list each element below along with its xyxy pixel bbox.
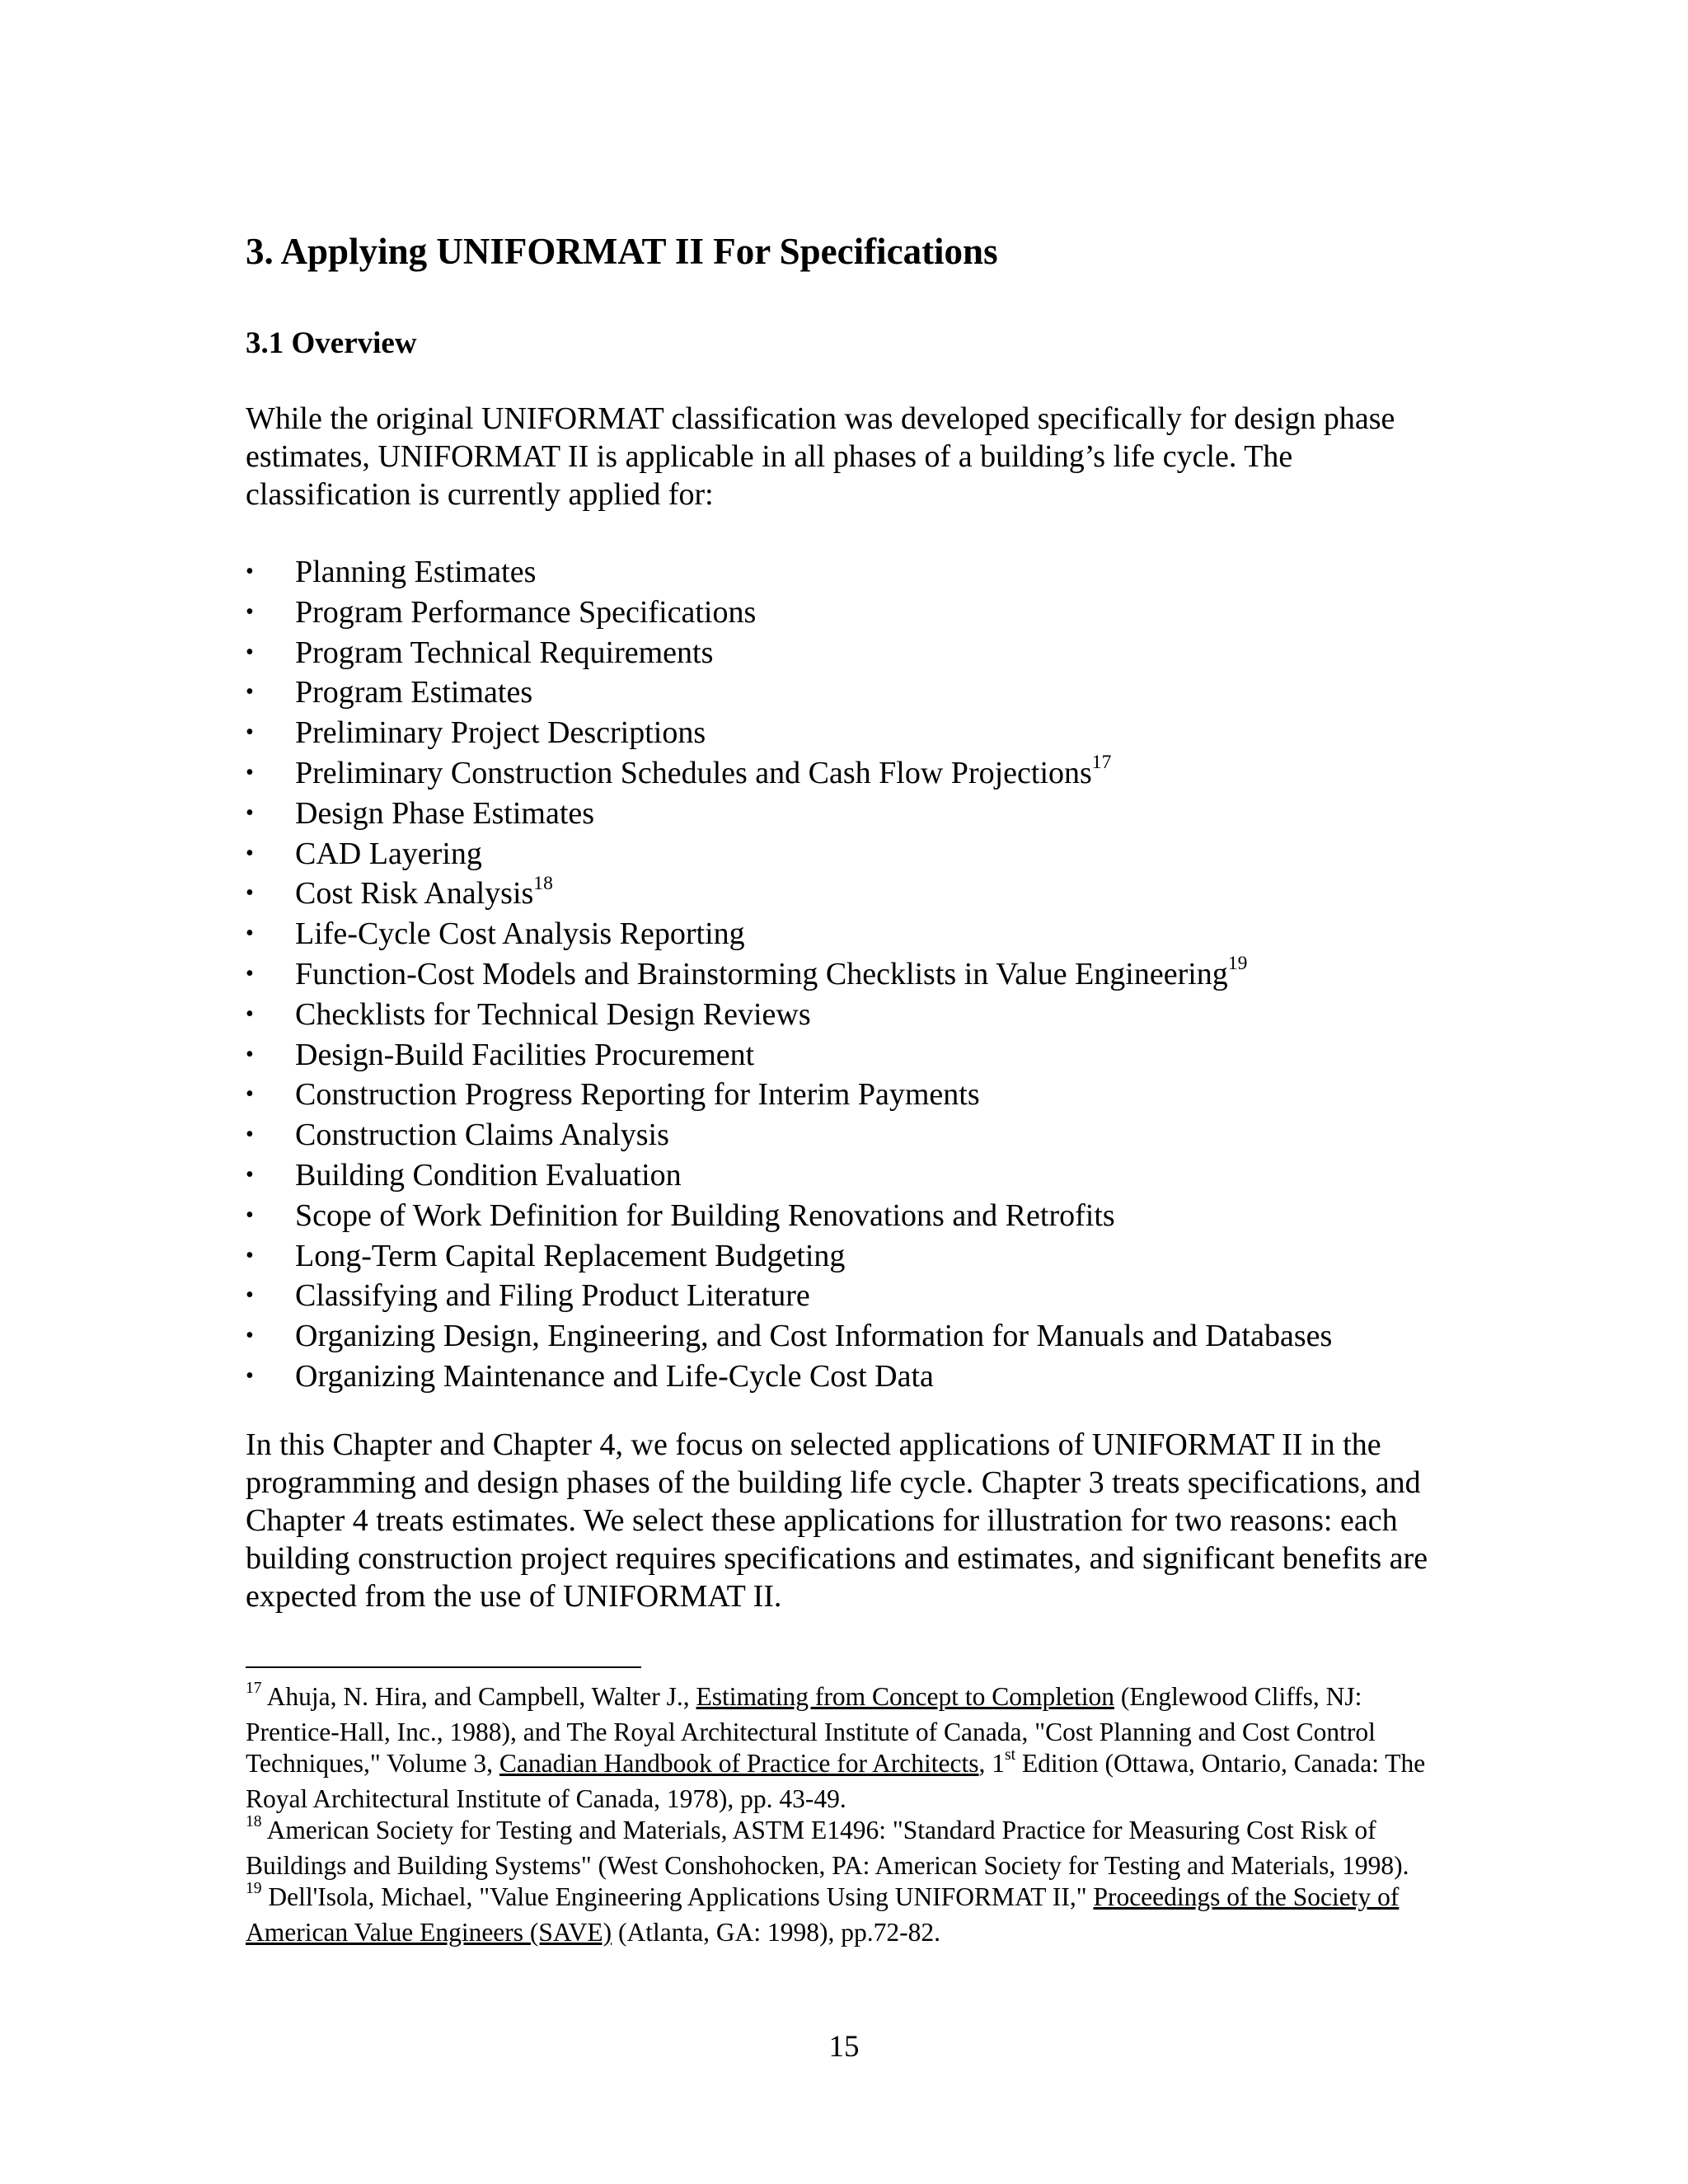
list-item — [246, 954, 1482, 995]
footnote-number: 19 — [246, 1880, 262, 1898]
bullet-icon: • — [246, 679, 254, 705]
list-item-text: Preliminary Construction Schedules and Cash Flow Projections — [295, 755, 1092, 790]
bullet-icon: • — [246, 1362, 254, 1389]
list-item-text: Scope of Work Definition for Building Renovations and Retrofits — [295, 1197, 1115, 1233]
footnote-number: 18 — [246, 1813, 262, 1831]
bullet-icon: • — [246, 1202, 254, 1228]
bullet-icon: • — [246, 880, 254, 907]
footnote-text: American Society for Testing and Materials, ASTM E1496: "Standard Practice for Measuring Cost Risk of Buildings and Building Systems" (West Conshohocken, PA: American Society for Testing and Materials, 1998). — [246, 1816, 1409, 1880]
bullet-icon: • — [246, 719, 254, 746]
footnote-book-title: Estimating from Concept to Completion — [696, 1682, 1114, 1711]
list-item — [246, 1196, 1482, 1236]
list-item-text: Design-Build Facilities Procurement — [295, 1037, 755, 1072]
list-item — [246, 1035, 1482, 1076]
list-item — [246, 1075, 1482, 1115]
footnote-reference: 19 — [1227, 953, 1248, 975]
bullet-icon: • — [246, 921, 254, 947]
list-item-text: Program Performance Specifications — [295, 594, 757, 630]
list-item-text: Program Technical Requirements — [295, 635, 714, 670]
bullet-icon: • — [246, 1323, 254, 1349]
footnote-text: (Englewood Cliffs, NJ: Prentice-Hall, Inc., 1988), and The Royal Architectural Institute of Canada, "Cost Planning and Cost Control Techniques," Volume 3, — [246, 1682, 1376, 1778]
chapter-heading: 3. Applying UNIFORMAT II For Specifications — [246, 231, 998, 272]
page-number: 15 — [828, 2030, 860, 2064]
footnote-text: (Atlanta, GA: 1998), pp.72-82. — [612, 1918, 941, 1947]
list-item — [246, 1236, 1482, 1277]
list-item-text: Preliminary Project Descriptions — [295, 715, 706, 751]
closing-paragraph: In this Chapter and Chapter 4, we focus on selected applications of UNIFORMAT II in the programming and design phases of the building life cycle. Chapter 3 treats specifications, and Chapter 4 treats estimates. We select these applications for illustration for two reasons: each building construction project requires specifications and estimates, and significant benefits are expected from the use of UNIFORMAT II. — [246, 1427, 1428, 1614]
footnote-19 — [246, 1882, 1457, 1948]
bullet-icon: • — [246, 1122, 254, 1148]
list-item — [246, 552, 1482, 593]
applications-list — [246, 552, 1482, 1397]
list-item-text: Construction Progress Reporting for Interim Payments — [295, 1077, 980, 1113]
list-item — [246, 1155, 1482, 1196]
list-item-text: Life-Cycle Cost Analysis Reporting — [295, 916, 745, 952]
footnote-reference: 18 — [533, 872, 553, 894]
footnote-number: 17 — [246, 1680, 262, 1698]
bullet-icon: • — [246, 960, 254, 987]
footnote-book-title: Canadian Handbook of Practice for Architects — [499, 1749, 979, 1778]
list-item-text: Organizing Design, Engineering, and Cost Information for Manuals and Databases — [295, 1319, 1333, 1354]
list-item-text: Planning Estimates — [295, 555, 537, 589]
ordinal-suffix: st — [1005, 1746, 1016, 1765]
list-item-text: Cost Risk Analysis — [295, 876, 534, 912]
list-item — [246, 834, 1482, 874]
list-item-text: Design Phase Estimates — [295, 795, 595, 831]
section-heading: 3.1 Overview — [246, 326, 417, 360]
bullet-icon: • — [246, 639, 254, 665]
bullet-icon: • — [246, 1041, 254, 1067]
bullet-icon: • — [246, 598, 254, 625]
bullet-icon: • — [246, 1001, 254, 1027]
footnote-reference: 17 — [1091, 752, 1112, 774]
list-item-text: Organizing Maintenance and Life-Cycle Cost Data — [295, 1358, 934, 1394]
bullet-icon: • — [246, 1282, 254, 1309]
list-item-text: Checklists for Technical Design Reviews — [295, 996, 811, 1032]
footnote-18 — [246, 1815, 1457, 1882]
list-item — [246, 874, 1482, 914]
footnote-separator — [246, 1666, 641, 1668]
list-item-text: Classifying and Filing Product Literature — [295, 1278, 810, 1314]
footnote-text: Edition (Ottawa, Ontario, Canada: The Royal Architectural Institute of Canada, 1978), pp. 43-49. — [246, 1749, 1426, 1813]
bullet-icon: • — [246, 799, 254, 826]
list-item — [246, 914, 1482, 954]
bullet-icon: • — [246, 840, 254, 866]
list-item — [246, 1357, 1482, 1397]
list-item — [246, 673, 1482, 713]
bullet-icon: • — [246, 1161, 254, 1188]
list-item-text: Program Estimates — [295, 675, 533, 710]
list-item — [246, 794, 1482, 834]
list-item — [246, 633, 1482, 673]
bullet-icon: • — [246, 1081, 254, 1108]
list-item-text: Construction Claims Analysis — [295, 1118, 669, 1153]
list-item — [246, 1276, 1482, 1316]
list-item — [246, 995, 1482, 1035]
list-item-text: Long-Term Capital Replacement Budgeting — [295, 1238, 846, 1273]
bullet-icon: • — [246, 559, 254, 584]
footnote-17 — [246, 1681, 1457, 1815]
list-item — [246, 753, 1482, 794]
footnote-text: Dell'Isola, Michael, "Value Engineering Applications Using UNIFORMAT II," — [261, 1882, 1094, 1911]
footnote-text: , 1 — [978, 1749, 1006, 1778]
list-item — [246, 593, 1482, 633]
bullet-icon: • — [246, 1242, 254, 1268]
list-item — [246, 1115, 1482, 1155]
list-item-text: Building Condition Evaluation — [295, 1157, 682, 1193]
footnote-book-title: Proceedings of the Society of American Value Engineers (SAVE) — [246, 1882, 1400, 1947]
list-item — [246, 1316, 1482, 1357]
footnote-text: Ahuja, N. Hira, and Campbell, Walter J., — [261, 1682, 696, 1711]
footnotes — [246, 1681, 1457, 1948]
intro-paragraph: While the original UNIFORMAT classification was developed specifically for design phase estimates, UNIFORMAT II is applicable in all phases of a building’s life cycle. The classification is currently applied for: — [246, 401, 1395, 512]
bullet-icon: • — [246, 759, 254, 785]
list-item-text: Function-Cost Models and Brainstorming Checklists in Value Engineering — [295, 956, 1228, 991]
list-item — [246, 713, 1482, 753]
list-item-text: CAD Layering — [295, 836, 482, 871]
